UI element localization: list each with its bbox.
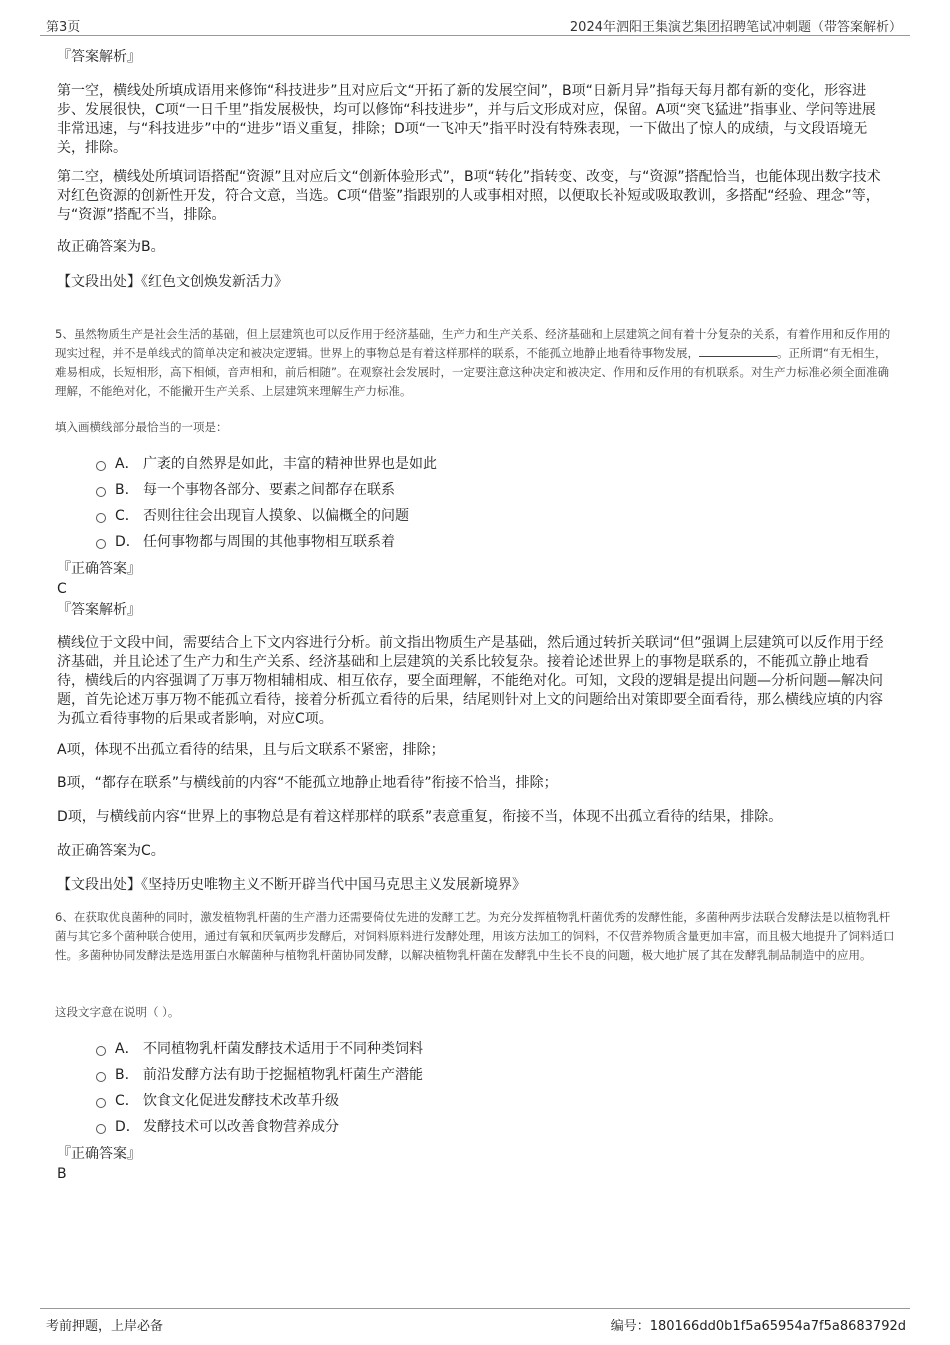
q5-stem-part-b: 。正所谓“有无相生，难易相成，长短相形，高下相倾，音声相和，前后相随”。在观察社会发展时，一定要注意这种决定和被决定、作用和反作用的有机联系。对生产力标准必须全面准确理解，不能绝对化，不能撇开生产关系、上层建筑来理解生产力标准。 [55,346,889,398]
radio-icon[interactable] [96,1098,106,1108]
q6-option-a[interactable] [96,1040,423,1059]
q6-prompt: 这段文字意在说明（ ）。 [55,1005,180,1019]
q6-option-c-key: C． [115,1093,139,1109]
radio-icon[interactable] [96,1072,106,1082]
q5-option-a-key: A． [115,456,139,472]
q6-answer-label: 『正确答案』 [57,1146,141,1162]
q5-answer-label: 『正确答案』 [57,561,141,577]
q5-option-a-text: 广袤的自然界是如此，丰富的精神世界也是如此 [143,456,437,472]
q5-analysis-label: 『答案解析』 [57,602,141,618]
q5-option-d[interactable] [96,533,395,552]
q6-option-d-key: D． [115,1119,140,1135]
q5-analysis-pb: B项，“都存在联系”与横线前的内容“不能孤立地静止地看待”衔接不恰当，排除； [57,775,558,791]
q6-option-c[interactable] [96,1092,339,1111]
q5-prompt: 填入画横线部分最恰当的一项是： [55,420,228,434]
radio-icon[interactable] [96,513,106,523]
q5-option-b-text: 每一个事物各部分、要素之间都存在联系 [143,482,395,498]
radio-icon[interactable] [96,461,106,471]
footer-code-label: 编号： [610,1319,650,1334]
q5-option-b[interactable] [96,481,395,500]
q5-option-d-key: D． [115,534,140,550]
q4-conclusion: 故正确答案为B。 [57,239,165,255]
q4-source: 【文段出处】《红色文创焕发新活力》 [57,274,288,290]
q5-stem [55,325,895,401]
q4-analysis-p2: 第二空，横线处所填词语搭配“资源”且对应后文“创新体验形式”，B项“转化”指转变、改变，与“资源”搭配恰当，也能体现出数字技术对红色资源的创新性开发，符合文意，当选。C项“借鉴”指跟别的人或事相对照，以便取长补短或吸取教训，多搭配“经验、理念”等，与“资源”搭配不当，排除。 [57,169,881,223]
q6-option-c-text: 饮食文化促进发酵技术改革升级 [143,1093,339,1109]
q5-answer: C [57,581,67,597]
q5-blank [699,345,777,357]
q4-analysis-label: 『答案解析』 [57,49,141,65]
radio-icon[interactable] [96,1124,106,1134]
q6-option-b-key: B. [115,1067,130,1083]
q5-stem-part-a: 5、虽然物质生产是社会生活的基础，但上层建筑也可以反作用于经济基础，生产力和生产关系、经济基础和上层建筑之间有着十分复杂的关系，有着作用和反作用的现实过程，并不是单线式的简单决定和被决定逻辑。世界上的事物总是有着这样那样的联系，不能孤立地静止地看待事物发展， [55,327,891,360]
q5-source: 【文段出处】《坚持历史唯物主义不断开辟当代中国马克思主义发展新境界》 [57,877,526,893]
q5-option-b-key: B. [115,482,130,498]
q5-conclusion: 故正确答案为C。 [57,843,165,859]
q5-option-c-text: 否则往往会出现盲人摸象、以偏概全的问题 [143,508,409,524]
page-footer [40,1308,910,1339]
footer-code [611,1315,906,1334]
document-title: 2024年泗阳王集演艺集团招聘笔试冲刺题（带答案解析） [569,20,902,35]
q6-answer: B [57,1166,67,1182]
q6-option-a-key: A． [115,1041,139,1057]
q6-option-d[interactable] [96,1118,339,1137]
page-header [40,13,910,36]
q5-option-d-text: 任何事物都与周围的其他事物相互联系着 [143,534,395,550]
radio-icon[interactable] [96,539,106,549]
q5-option-a[interactable] [96,455,437,474]
q6-option-a-text: 不同植物乳杆菌发酵技术适用于不同种类饲料 [143,1041,423,1057]
footer-slogan: 考前押题，上岸必备 [46,1319,164,1334]
radio-icon[interactable] [96,487,106,497]
q6-option-b-text: 前沿发酵方法有助于挖掘植物乳杆菌生产潜能 [143,1067,423,1083]
q5-option-c-key: C． [115,508,139,524]
radio-icon[interactable] [96,1046,106,1056]
q6-stem: 6、在获取优良菌种的同时，激发植物乳杆菌的生产潜力还需要倚仗先进的发酵工艺。为充分发挥植物乳杆菌优秀的发酵性能，多菌种两步法联合发酵法是以植物乳杆菌与其它多个菌种联合使用，通过有氧和厌氧两步发酵后，对饲料原料进行发酵处理，用该方法加工的饲料，不仅营养物质含量更加丰富，而且极大地提升了饲料适口性。多菌种协同发酵法是选用蛋白水解菌种与植物乳杆菌协同发酵，以解决植物乳杆菌在发酵乳中生长不良的问题，极大地扩展了其在发酵乳制品制造中的应用。 [55,910,895,962]
q4-analysis-p1: 第一空，横线处所填成语用来修饰“科技进步”且对应后文“开拓了新的发展空间”，B项“日新月异”指每天每月都有新的变化，形容进步、发展很快，C项“一日千里”指发展极快，均可以修饰“科技进步”，并与后文形成对应，保留。A项“突飞猛进”指事业、学问等进展非常迅速，与“科技进步”中的“进步”语义重复，排除；D项“一飞冲天”指平时没有特殊表现，一下做出了惊人的成绩，与文段语境无关，排除。 [57,83,876,156]
q5-analysis-p1: 横线位于文段中间，需要结合上下文内容进行分析。前文指出物质生产是基础，然后通过转折关联词“但”强调上层建筑可以反作用于经济基础，并且论述了生产力和生产关系、经济基础和上层建筑的关系比较复杂。接着论述世界上的事物是联系的，不能孤立静止地看待，横线后的内容强调了万事万物相辅相成、相互依存，要全面理解，不能绝对化。可知，文段的逻辑是提出问题—分析问题—解决问题，首先论述万事万物不能孤立看待，接着分析孤立看待的后果，结尾则针对上文的问题给出对策即要全面看待，那么横线应填的内容为孤立看待事物的后果或者影响，对应C项。 [57,635,884,727]
q6-option-b[interactable] [96,1066,423,1085]
footer-code-value: 180166dd0b1f5a65954a7f5a8683792d [649,1319,906,1334]
q5-option-c[interactable] [96,507,409,526]
q5-analysis-pa: A项，体现不出孤立看待的结果，且与后文联系不紧密，排除； [57,742,445,758]
page-number: 第3页 [46,20,81,35]
q6-option-d-text: 发酵技术可以改善食物营养成分 [143,1119,339,1135]
q5-analysis-pd: D项，与横线前内容“世界上的事物总是有着这样那样的联系”表意重复，衔接不当，体现不出孤立看待的结果，排除。 [57,809,783,825]
